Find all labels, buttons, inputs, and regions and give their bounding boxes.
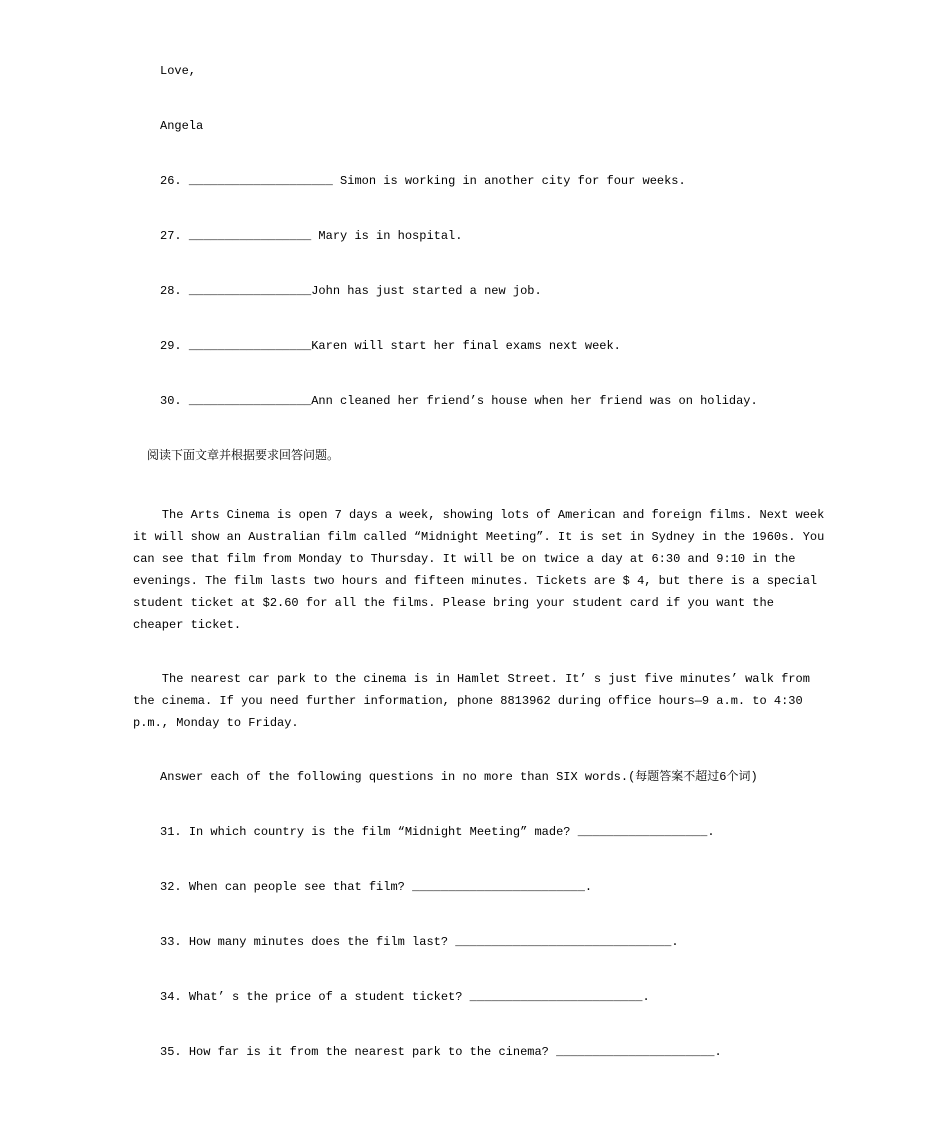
- question-blank: ________________________: [469, 990, 643, 1004]
- matching-item-30: [133, 390, 827, 412]
- passage-paragraph-1: The Arts Cinema is open 7 days a week, showing lots of American and foreign films. Next week it will show an Australian film called “Midnight Meeting”. It is set in Sydney in the 1960s. You can see that film from Monday to Thursday. It will be on twice a day at 6:30 and 9:10 in the evenings. The film lasts two hours and fifteen minutes. Tickets are $ 4, but there is a special student ticket at $2.60 for all the films. Please bring your student card if you want the cheaper ticket.: [133, 508, 832, 632]
- question-blank: ______________________________: [455, 935, 672, 949]
- question-number: 35.: [160, 1045, 189, 1059]
- question-number: 31.: [160, 825, 189, 839]
- item-number: 28.: [160, 284, 189, 298]
- question-text: When can people see that film?: [188, 880, 413, 894]
- question-blank: ________________________: [412, 880, 585, 894]
- question-item-31: [133, 821, 827, 843]
- matching-item-27: [133, 225, 827, 247]
- question-number: 34.: [160, 990, 189, 1004]
- item-text: Simon is working in another city for four weeks.: [332, 174, 686, 188]
- item-text: John has just started a new job.: [311, 284, 542, 298]
- question-number: 32.: [160, 880, 189, 894]
- matching-item-26: [133, 170, 827, 192]
- letter-signature: Angela: [160, 119, 204, 133]
- item-number: 29.: [160, 339, 189, 353]
- question-item-34: [133, 986, 827, 1008]
- question-period: .: [707, 825, 715, 839]
- question-item-32: [133, 876, 827, 898]
- question-blank: ______________________: [556, 1045, 715, 1059]
- item-number: 30.: [160, 394, 189, 408]
- question-number: 33.: [160, 935, 189, 949]
- question-blank: __________________: [577, 825, 708, 839]
- question-item-35: [133, 1041, 827, 1063]
- answer-blank: _________________: [188, 339, 312, 353]
- question-text: How far is it from the nearest park to the cinema?: [188, 1045, 557, 1059]
- answer-blank: _________________: [188, 284, 312, 298]
- item-text: Ann cleaned her friend’s house when her friend was on holiday.: [311, 394, 758, 408]
- question-period: .: [671, 935, 679, 949]
- question-period: .: [584, 880, 593, 894]
- letter-closing: Love,: [160, 64, 197, 78]
- item-text: Mary is in hospital.: [311, 229, 463, 243]
- question-text: What’ s the price of a student ticket?: [188, 990, 470, 1004]
- question-text: In which country is the film “Midnight Meeting” made?: [188, 825, 578, 839]
- answer-blank: ____________________: [188, 174, 333, 188]
- answer-blank: _________________: [188, 229, 312, 243]
- item-number: 27.: [160, 229, 189, 243]
- answer-blank: _________________: [188, 394, 312, 408]
- answer-instruction: Answer each of the following questions in no more than SIX words.(每题答案不超过6个词): [160, 770, 758, 784]
- document-content: [133, 60, 832, 1063]
- item-text: Karen will start her final exams next week.: [311, 339, 621, 353]
- matching-item-28: [133, 280, 827, 302]
- question-period: .: [642, 990, 650, 1004]
- section-instruction: 阅读下面文章并根据要求回答问题。: [147, 449, 340, 463]
- question-item-33: [133, 931, 827, 953]
- matching-item-29: [133, 335, 827, 357]
- passage-paragraph-2: The nearest car park to the cinema is in Hamlet Street. It’ s just five minutes’ walk from the cinema. If you need further information, phone 8813962 during office hours—9 a.m. to 4:30 p.m., Monday to Friday.: [133, 672, 818, 730]
- item-number: 26.: [160, 174, 189, 188]
- question-period: .: [714, 1045, 722, 1059]
- question-text: How many minutes does the film last?: [188, 935, 456, 949]
